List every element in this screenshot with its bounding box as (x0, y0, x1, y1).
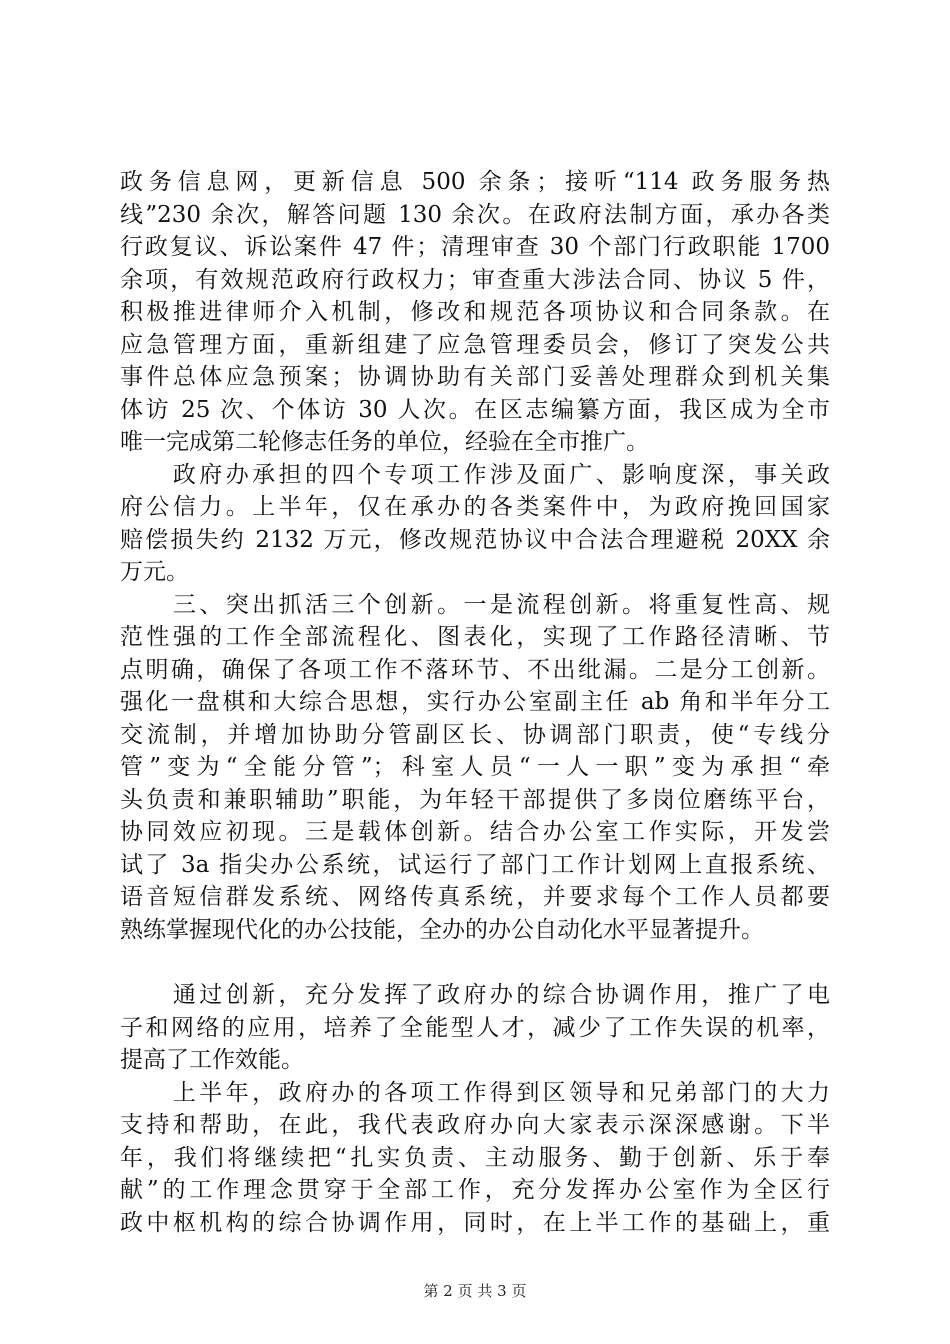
text-line: 上半年，政府办的各项工作得到区领导和兄弟部门的大力 (120, 1079, 830, 1106)
document-body (120, 166, 830, 1239)
text-line: 体访 25 次、个体访 30 人次。在区志编纂方面，我区成为全市 (120, 396, 830, 423)
text-line: 余项，有效规范政府行政权力；审查重大涉法合同、协议 5 件， (120, 266, 830, 293)
text-line: 献”的工作理念贯穿于全部工作，充分发挥办公室作为全区行 (120, 1177, 830, 1203)
text-line: 事件总体应急预案；协调协助有关部门妥善处理群众到机关集 (120, 364, 830, 390)
paragraph (120, 166, 830, 459)
text-line: 赔偿损失约 2132 万元，修改规范协议中合法合理避税 20XX 余 (120, 526, 830, 553)
text-line: 积极推进律师介入机制，修改和规范各项协议和合同条款。在 (120, 299, 830, 325)
text-line: 子和网络的应用，培养了全能型人才，减少了工作失误的机率， (120, 1014, 830, 1041)
text-line: 通过创新，充分发挥了政府办的综合协调作用，推广了电 (120, 982, 830, 1008)
text-line: 点明确，确保了各项工作不落环节、不出纰漏。二是分工创新。 (120, 656, 830, 683)
text-line: 线”230 余次，解答问题 130 余次。在政府法制方面，承办各类 (120, 201, 830, 228)
text-line: 万元。 (120, 559, 189, 585)
text-line: 范性强的工作全部流程化、图表化，实现了工作路径清晰、节 (120, 624, 830, 650)
text-line: 管”变为“全能分管”；科室人员“一人一职”变为承担“牵 (120, 754, 830, 780)
text-line: 府公信力。上半年，仅在承办的各类案件中，为政府挽回国家 (120, 494, 830, 520)
paragraph (120, 979, 830, 1077)
text-line: 熟练掌握现代化的办公技能，全办的办公自动化水平显著提升。 (120, 916, 764, 943)
paragraph (120, 1077, 830, 1240)
text-line: 年，我们将继续把“扎实负责、主动服务、勤于创新、乐于奉 (120, 1144, 830, 1171)
paragraph-spacer (120, 946, 830, 979)
text-line: 政务信息网，更新信息 500 余条；接听“114 政务服务热 (120, 169, 830, 195)
text-line: 强化一盘棋和大综合思想，实行办公室副主任 ab 角和半年分工 (120, 689, 830, 715)
text-line: 三、突出抓活三个创新。一是流程创新。将重复性高、规 (120, 591, 830, 618)
page-number-footer: 第 2 页 共 3 页 (423, 1282, 527, 1300)
text-line: 政中枢机构的综合协调作用，同时，在上半工作的基础上，重 (120, 1209, 830, 1236)
text-line: 头负责和兼职辅助”职能，为年轻干部提供了多岗位磨练平台， (120, 786, 830, 813)
text-line: 试了 3a 指尖办公系统，试运行了部门工作计划网上直报系统、 (120, 851, 830, 878)
text-line: 提高了工作效能。 (120, 1047, 304, 1073)
text-line: 唯一完成第二轮修志任务的单位，经验在全市推广。 (120, 429, 649, 455)
text-line: 支持和帮助，在此，我代表政府办向大家表示深深感谢。下半 (120, 1112, 830, 1138)
text-line: 语音短信群发系统、网络传真系统，并要求每个工作人员都要 (120, 884, 830, 910)
text-line: 政府办承担的四个专项工作涉及面广、影响度深，事关政 (120, 461, 830, 488)
text-line: 应急管理方面，重新组建了应急管理委员会，修订了突发公共 (120, 331, 830, 358)
paragraph (120, 589, 830, 947)
text-line: 协同效应初现。三是载体创新。结合办公室工作实际，开发尝 (120, 819, 830, 845)
paragraph (120, 459, 830, 589)
text-line: 交流制，并增加协助分管副区长、协调部门职责，使“专线分 (120, 721, 830, 748)
text-line: 行政复议、诉讼案件 47 件；清理审查 30 个部门行政职能 1700 (120, 234, 830, 260)
